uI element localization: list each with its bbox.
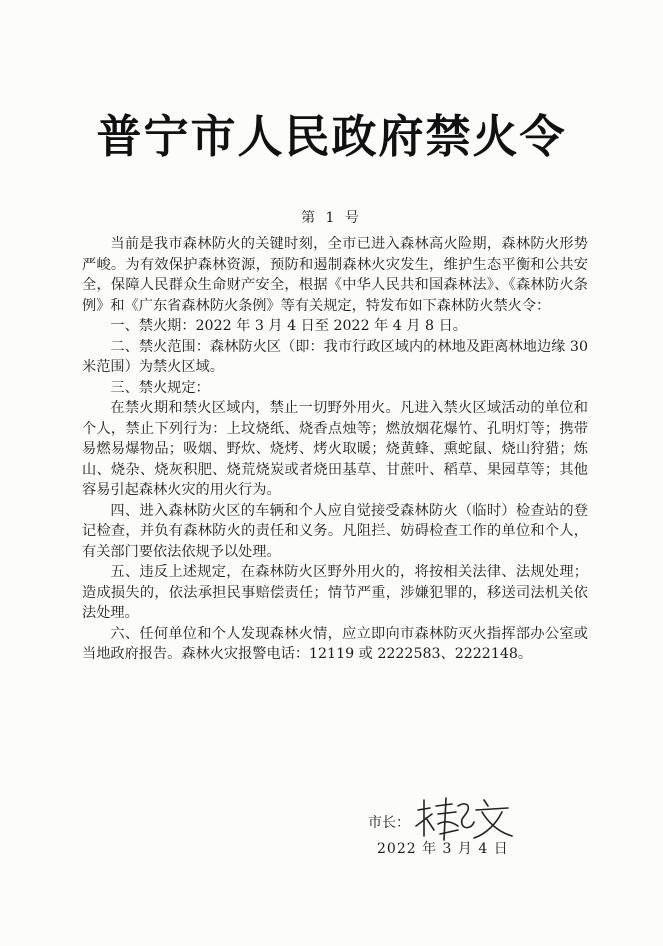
- paragraph-checkpoint: 四、进入森林防火区的车辆和个人应自觉接受森林防火（临时）检查站的登记检查，并负有森林防火的责任和义务。凡阻拦、妨碍检查工作的单位和个人，有关部门要依法依规予以处理。: [82, 502, 588, 560]
- handwritten-signature: [412, 796, 522, 842]
- document-date: 2022 年 3 月 4 日: [377, 841, 509, 857]
- document-number: 第 1 号: [301, 210, 362, 226]
- paragraph-rules: 在禁火期和禁火区域内，禁止一切野外用火。凡进入禁火区域活动的单位和个人，禁止下列行为：上坟烧纸、烧香点烛等；燃放烟花爆竹、孔明灯等；携带易燃易爆物品；吸烟、野炊、烧烤、烤火取暖；烧黄蜂、熏蛇鼠、烧山狩猎；炼山、烧杂、烧灰积肥、烧荒烧炭或者烧田基草、甘蔗叶、稻草、果园草等；其他容易引起森林火灾的用火行为。: [82, 400, 588, 498]
- document-title: 普宁市人民政府禁火令: [96, 110, 567, 163]
- paragraph-report: 六、任何单位和个人发现森林火情，应立即向市森林防灭火指挥部办公室或当地政府报告。森林火灾报警电话：12119 或 2222583、2222148。: [82, 625, 588, 662]
- paragraph-period: 一、禁火期：2022 年 3 月 4 日至 2022 年 4 月 8 日。: [110, 318, 467, 334]
- paragraph-scope: 二、禁火范围：森林防火区（即：我市行政区域内的林地及距离林地边缘 30 米范围）为禁火区域。: [82, 338, 588, 375]
- document-body: [82, 234, 588, 665]
- paragraph-penalty: 五、违反上述规定，在森林防火区野外用火的，将按相关法律、法规处理；造成损失的，依法承担民事赔偿责任；情节严重，涉嫌犯罪的，移送司法机关依法处理。: [82, 564, 588, 621]
- paragraph-rules-heading: 三、禁火规定：: [110, 379, 210, 396]
- paragraph-preamble: 当前是我市森林防火的关键时刻，全市已进入森林高火险期，森林防火形势严峻。为有效保护森林资源，预防和遏制森林火灾发生，维护生态平衡和公共安全，保障人民群众生命财产安全，根据《中华人民共和国森林法》、《森林防火条例》和《广东省森林防火条例》等有关规定，特发布如下森林防火禁火令：: [82, 236, 588, 314]
- signer-line: [368, 812, 410, 832]
- signer-label: 市长：: [368, 815, 410, 831]
